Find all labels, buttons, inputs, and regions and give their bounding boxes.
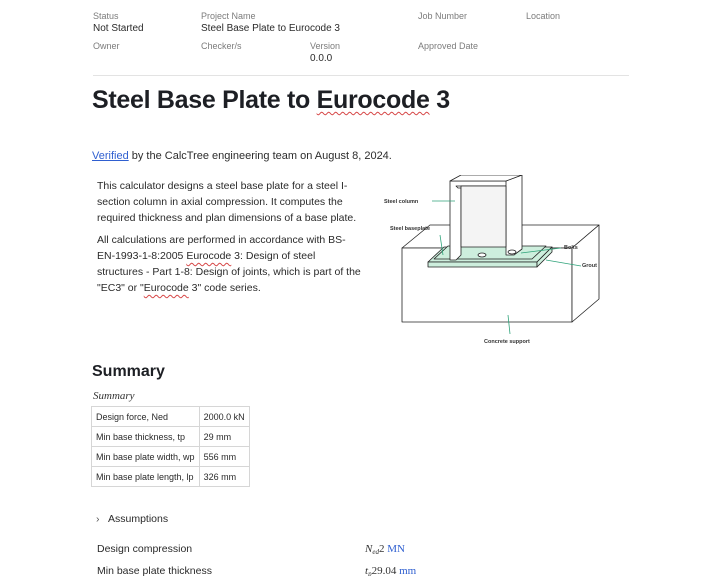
label-grout: Grout	[582, 263, 597, 269]
calc-subscript: p	[368, 570, 372, 576]
summary-value-cell: 2000.0 kN	[199, 407, 249, 427]
intro-p2-eurocode-2: Eurocode	[143, 282, 189, 294]
table-row	[92, 447, 250, 467]
approved-date-label: Approved Date	[418, 41, 479, 51]
calc-variable: t	[365, 565, 369, 576]
status-value: Not Started	[93, 23, 144, 34]
summary-label-cell: Design force, Ned	[92, 407, 200, 427]
verified-link[interactable]: Verified	[92, 150, 129, 162]
assumptions-label: Assumptions	[108, 513, 169, 525]
intro-paragraph-1: This calculator designs a steel base plate for a steel I-section column in axial compression. It computes the required thickness and plan dimensions of a base plate.	[97, 180, 357, 224]
verified-text: by the CalcTree engineering team on August 8, 2024.	[128, 150, 392, 162]
calc-value: 2	[378, 543, 385, 555]
status-field[interactable]	[93, 10, 144, 35]
checker-label: Checker/s	[201, 41, 242, 51]
summary-label-cell: Min base plate width, wp	[92, 447, 200, 467]
job-number-label: Job Number	[418, 11, 468, 21]
project-meta-header	[93, 10, 629, 76]
calc-unit: mm	[399, 565, 417, 576]
table-row	[92, 427, 250, 447]
owner-field[interactable]	[93, 40, 120, 52]
summary-heading: Summary	[92, 363, 165, 380]
base-plate-diagram	[376, 175, 611, 350]
title-suffix: 3	[429, 86, 450, 114]
intro-text	[97, 178, 362, 302]
summary-value-cell: 556 mm	[199, 447, 249, 467]
version-label: Version	[310, 41, 341, 51]
intro-p2-c: 3: Design of steel structures - Part 1-8: Design of joints, which is part of the "EC3" or "	[97, 250, 361, 294]
title-underlined-word: Eurocode	[316, 86, 430, 114]
location-label: Location	[526, 11, 561, 21]
calc-formula[interactable]	[365, 543, 405, 556]
project-name-value: Steel Base Plate to Eurocode 3	[201, 23, 340, 34]
summary-value-cell: 29 mm	[199, 427, 249, 447]
approved-date-field[interactable]	[418, 40, 478, 52]
summary-table	[91, 406, 250, 487]
calc-value: 29.04	[371, 565, 397, 576]
calc-formula[interactable]	[365, 565, 416, 576]
label-concrete-support: Concrete support	[484, 339, 530, 345]
intro-p2-e: 3" code series.	[188, 282, 261, 294]
calc-unit: MN	[387, 543, 405, 555]
label-steel-baseplate: Steel baseplate	[390, 226, 431, 232]
version-value: 0.0.0	[310, 53, 333, 64]
status-label: Status	[93, 11, 119, 21]
title-text: Steel Base Plate to	[92, 86, 317, 114]
intro-p2-a: All calculations are performed in accordance with BS-EN-1993-1-8:2005	[97, 234, 346, 262]
location-field[interactable]	[526, 10, 560, 22]
job-number-field[interactable]	[418, 10, 467, 22]
page-title	[92, 86, 450, 115]
bolt-left-icon	[478, 253, 486, 257]
calc-variable: N	[365, 543, 373, 555]
grout-front	[428, 262, 537, 267]
column-web	[461, 186, 506, 247]
chevron-right-icon: ›	[96, 513, 100, 525]
calc-subscript: ed	[372, 548, 379, 556]
summary-label-cell: Min base thickness, tp	[92, 427, 200, 447]
calc-label: Design compression	[97, 543, 193, 555]
owner-label: Owner	[93, 41, 120, 51]
column-flange-right	[506, 175, 522, 255]
label-bolts: Bolts	[564, 245, 578, 251]
summary-value-cell: 326 mm	[199, 467, 249, 487]
bolt-right-icon	[508, 250, 516, 254]
label-steel-column: Steel column	[384, 199, 419, 205]
project-name-field[interactable]	[201, 10, 340, 35]
assumptions-toggle[interactable]	[96, 513, 168, 525]
intro-p2-eurocode-1: Eurocode	[186, 250, 232, 262]
table-row	[92, 467, 250, 487]
version-field[interactable]	[310, 40, 340, 65]
project-name-label: Project Name	[201, 11, 256, 21]
calc-label: Min base plate thickness	[97, 565, 212, 576]
summary-caption: Summary	[93, 390, 135, 402]
table-row	[92, 407, 250, 427]
intro-paragraph-2	[97, 232, 362, 296]
summary-label-cell: Min base plate length, lp	[92, 467, 200, 487]
verified-line	[92, 150, 392, 162]
calc-row	[97, 543, 447, 555]
checker-field[interactable]	[201, 40, 242, 52]
calc-row	[97, 565, 447, 576]
